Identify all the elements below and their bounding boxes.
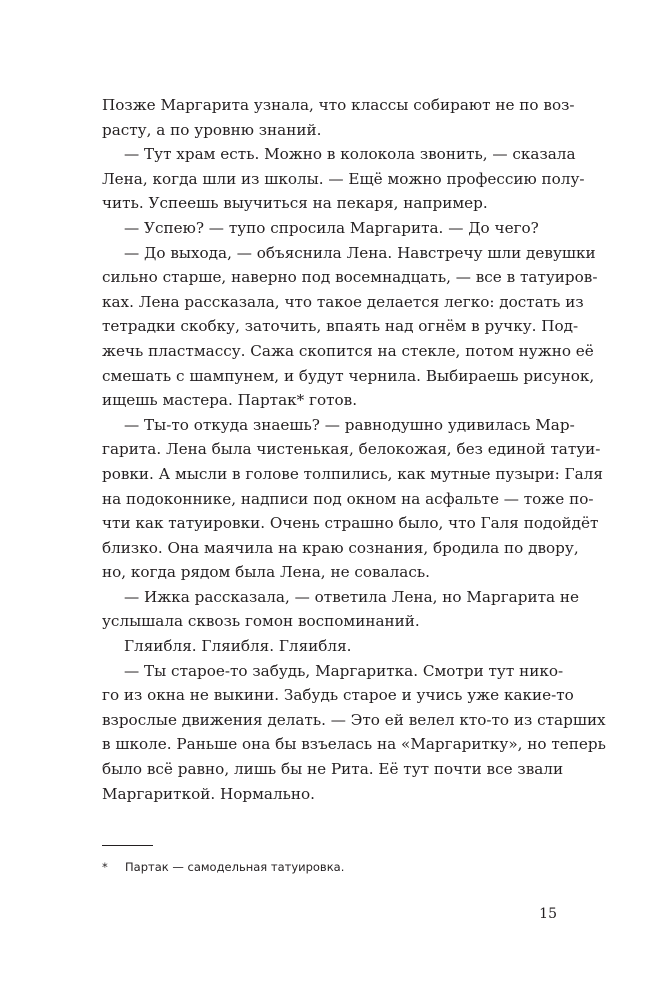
footnote-divider — [102, 845, 153, 846]
text-line: ровки. А мысли в голове толпились, как мутные пузыри: Галя — [102, 464, 603, 483]
text-line: на подоконнике, надписи под окном на асфальте — тоже по- — [102, 489, 594, 508]
text-line: но, когда рядом была Лена, не совалась. — [102, 563, 430, 582]
text-line: гарита. Лена была чистенькая, белокожая, без единой татуи- — [102, 440, 601, 459]
footnote — [102, 859, 557, 875]
text-line: — Тут храм есть. Можно в колокола звонить, — сказала — [124, 145, 576, 164]
footnote-marker: * — [102, 860, 108, 874]
text-line: Позже Маргарита узнала, что классы собирают не по воз- — [102, 96, 575, 114]
text-line: ищешь мастера. Партак* готов. — [102, 391, 358, 410]
text-line: услышала сквозь гомон воспоминаний. — [102, 612, 420, 631]
text-line: тетрадки скобку, заточить, впаять над огнём в ручку. Под- — [102, 317, 579, 336]
text-line: Маргариткой. Нормально. — [102, 784, 315, 803]
text-line: Лена, когда шли из школы. — Ещё можно профессию полу- — [102, 169, 585, 188]
text-line: в школе. Раньше она бы взъелась на «Маргаритку», но теперь — [102, 735, 606, 754]
text-line: го из окна не выкини. Забудь старое и учись уже какие-то — [102, 686, 574, 705]
text-line: жечь пластмассу. Сажа скопится на стекле, потом нужно её — [102, 341, 594, 360]
text-line: — Успею? — тупо спросила Маргарита. — До чего? — [124, 218, 539, 237]
text-line: — Ты-то откуда знаешь? — равнодушно удивилась Мар- — [124, 415, 575, 434]
text-line: было всё равно, лишь бы не Рита. Её тут почти все звали — [102, 760, 564, 779]
text-line: взрослые движения делать. — Это ей велел кто-то из старших — [102, 710, 606, 729]
text-line: — Ижка рассказала, — ответила Лена, но Маргарита не — [124, 587, 579, 606]
text-line: ках. Лена рассказала, что такое делается легко: достать из — [102, 292, 584, 311]
text-line: близко. Она маячила на краю сознания, бродила по двору, — [102, 538, 579, 557]
page-number: 15 — [539, 906, 557, 922]
text-line: чти как татуировки. Очень страшно было, что Галя подойдёт — [102, 514, 599, 533]
footnote-text: Партак — самодельная татуировка. — [125, 860, 345, 874]
text-line: — Ты старое-то забудь, Маргаритка. Смотри тут нико- — [124, 661, 564, 680]
text-line: смешать с шампунем, и будут чернила. Выбираешь рисунок, — [102, 366, 595, 385]
text-line: сильно старше, наверно под восемнадцать, — все в татуиров- — [102, 268, 598, 287]
text-line: Гляибля. Гляибля. Гляибля. — [124, 637, 352, 656]
body-text — [102, 93, 606, 806]
text-line: чить. Успеешь выучиться на пекаря, например. — [102, 194, 488, 213]
text-line: расту, а по уровню знаний. — [102, 120, 322, 139]
text-line: — До выхода, — объяснила Лена. Навстречу шли девушки — [124, 243, 596, 262]
